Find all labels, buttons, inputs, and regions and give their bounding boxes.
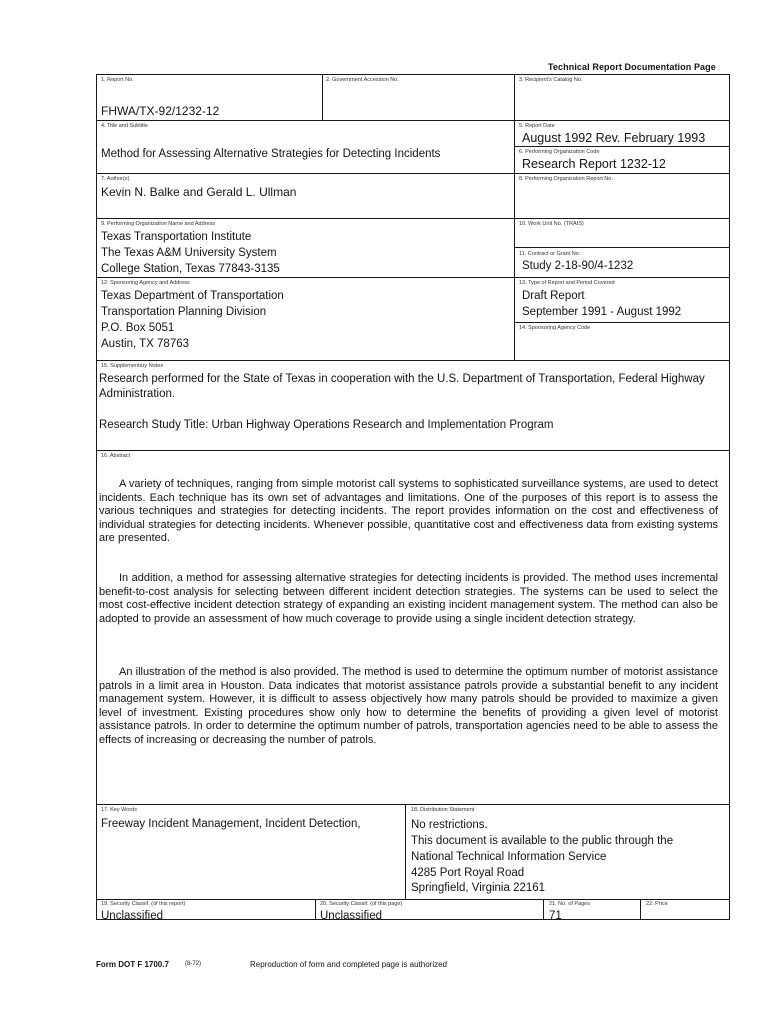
distribution-line-3: National Technical Information Service bbox=[411, 851, 607, 863]
sponsoring-line-4: Austin, TX 78763 bbox=[101, 338, 190, 350]
report-date-label: 5. Report Date bbox=[519, 123, 555, 129]
page-title: Technical Report Documentation Page bbox=[548, 62, 716, 72]
performing-org-line-1: Texas Transportation Institute bbox=[101, 231, 252, 243]
performing-org-code-label: 6. Performing Organization Code bbox=[519, 149, 600, 155]
security-report-value: Unclassified bbox=[101, 910, 163, 922]
report-type-line-2: September 1991 - August 1992 bbox=[522, 306, 682, 318]
price-label: 22. Price bbox=[646, 901, 668, 907]
distribution-label: 18. Distribution Statement bbox=[411, 807, 475, 813]
performing-org-code-value: Research Report 1232-12 bbox=[522, 157, 666, 171]
abstract-paragraph-3: An illustration of the method is also provided. The method is used to determine the optimum number of motorist assistance patrols in a limit area in Houston. Data indicates that motorist assistance patrols provide a substantial benefit to any incident management system. However, it is difficult to assess objectively how many patrols should be provided to maximize a given level of investment. Existing procedures show only how to determine the benefits of providing a given level of motorist assistance patrols. In order to determine the optimum number of patrols, transportation agencies need to be able to assess the effects of increasing or decreasing the number of patrols. bbox=[99, 666, 718, 746]
distribution-line-4: 4285 Port Royal Road bbox=[411, 867, 525, 879]
distribution-line-5: Springfield, Virginia 22161 bbox=[411, 882, 546, 894]
num-pages-value: 71 bbox=[549, 910, 562, 922]
abstract-paragraph-1: A variety of techniques, ranging from simple motorist call systems to sophisticated surveillance systems, are used to detect incidents. Each technique has its own set of advantages and limitations. One of the purposes of this report is to assess the various techniques and strategies for detecting incidents. The report provides information on the cost and effectiveness of individual strategies for detecting incidents. Whenever possible, quantitative cost and effectiveness data from existing systems are presented. bbox=[99, 478, 718, 545]
title-label: 4. Title and Subtitle bbox=[101, 123, 148, 129]
authors-label: 7. Author(s) bbox=[101, 176, 130, 182]
reproduction-note: Reproduction of form and completed page is authorized bbox=[250, 960, 448, 969]
sponsoring-code-label: 14. Sponsoring Agency Code bbox=[519, 325, 591, 331]
contract-grant-value: Study 2-18-90/4-1232 bbox=[522, 260, 634, 272]
report-no-value: FHWA/TX-92/1232-12 bbox=[101, 104, 220, 118]
work-unit-label: 10. Work Unit No. (TRAIS) bbox=[519, 221, 584, 227]
report-no-label: 1. Report No. bbox=[101, 77, 134, 83]
report-type-label: 13. Type of Report and Period Covered bbox=[519, 280, 615, 286]
security-page-value: Unclassified bbox=[320, 910, 382, 922]
sponsoring-line-2: Transportation Planning Division bbox=[101, 306, 267, 318]
sponsoring-line-1: Texas Department of Transportation bbox=[101, 290, 284, 302]
supplementary-text: Research performed for the State of Texas in cooperation with the U.S. Department of Transportation, Federal Highway Administration. bbox=[99, 373, 705, 400]
abstract-paragraph-2: In addition, a method for assessing alternative strategies for detecting incidents is provided. The method uses incremental benefit-to-cost analysis for selecting between different incident detection strategies. The systems can be used to select the most cost-effective incident detection strategy of expanding an existing incident management system. The method can also be adopted to provide an assessment of how much coverage to provide using a single incident detection strategy. bbox=[99, 572, 718, 625]
performing-org-line-3: College Station, Texas 77843-3135 bbox=[101, 263, 280, 275]
authors-value: Kevin N. Balke and Gerald L. Ullman bbox=[101, 185, 297, 199]
contract-grant-label: 11. Contract or Grant No. bbox=[519, 251, 581, 257]
study-title: Research Study Title: Urban Highway Operations Research and Implementation Program bbox=[99, 419, 554, 431]
num-pages-label: 21. No. of Pages bbox=[549, 901, 590, 907]
sponsoring-line-3: P.O. Box 5051 bbox=[101, 322, 175, 334]
sponsoring-agency-label: 12. Sponsoring Agency and Address bbox=[101, 280, 190, 286]
report-date-value: August 1992 Rev. February 1993 bbox=[522, 131, 706, 145]
security-page-label: 20. Security Classif. (of this page) bbox=[320, 901, 403, 907]
security-report-label: 19. Security Classif. (of this report) bbox=[101, 901, 186, 907]
abstract-label: 16. Abstract bbox=[101, 453, 131, 459]
recipient-catalog-label: 3. Recipient's Catalog No. bbox=[519, 77, 583, 83]
performing-org-line-2: The Texas A&M University System bbox=[101, 247, 277, 259]
supplementary-label: 15. Supplementary Notes bbox=[101, 363, 164, 369]
performing-org-name-label: 9. Performing Organization Name and Address bbox=[101, 221, 216, 227]
gov-accession-label: 2. Government Accession No. bbox=[326, 77, 399, 83]
distribution-line-1: No restrictions. bbox=[411, 819, 488, 831]
key-words-label: 17. Key Words bbox=[101, 807, 137, 813]
report-type-line-1: Draft Report bbox=[522, 290, 585, 302]
form-date: (8-72) bbox=[185, 961, 202, 967]
performing-org-report-label: 8. Performing Organization Report No. bbox=[519, 176, 613, 182]
title-value: Method for Assessing Alternative Strategies for Detecting Incidents bbox=[101, 148, 441, 160]
distribution-line-2: This document is available to the public through the bbox=[411, 835, 674, 847]
form-number: Form DOT F 1700.7 bbox=[96, 960, 169, 969]
key-words-value: Freeway Incident Management, Incident Detection, bbox=[101, 818, 361, 830]
